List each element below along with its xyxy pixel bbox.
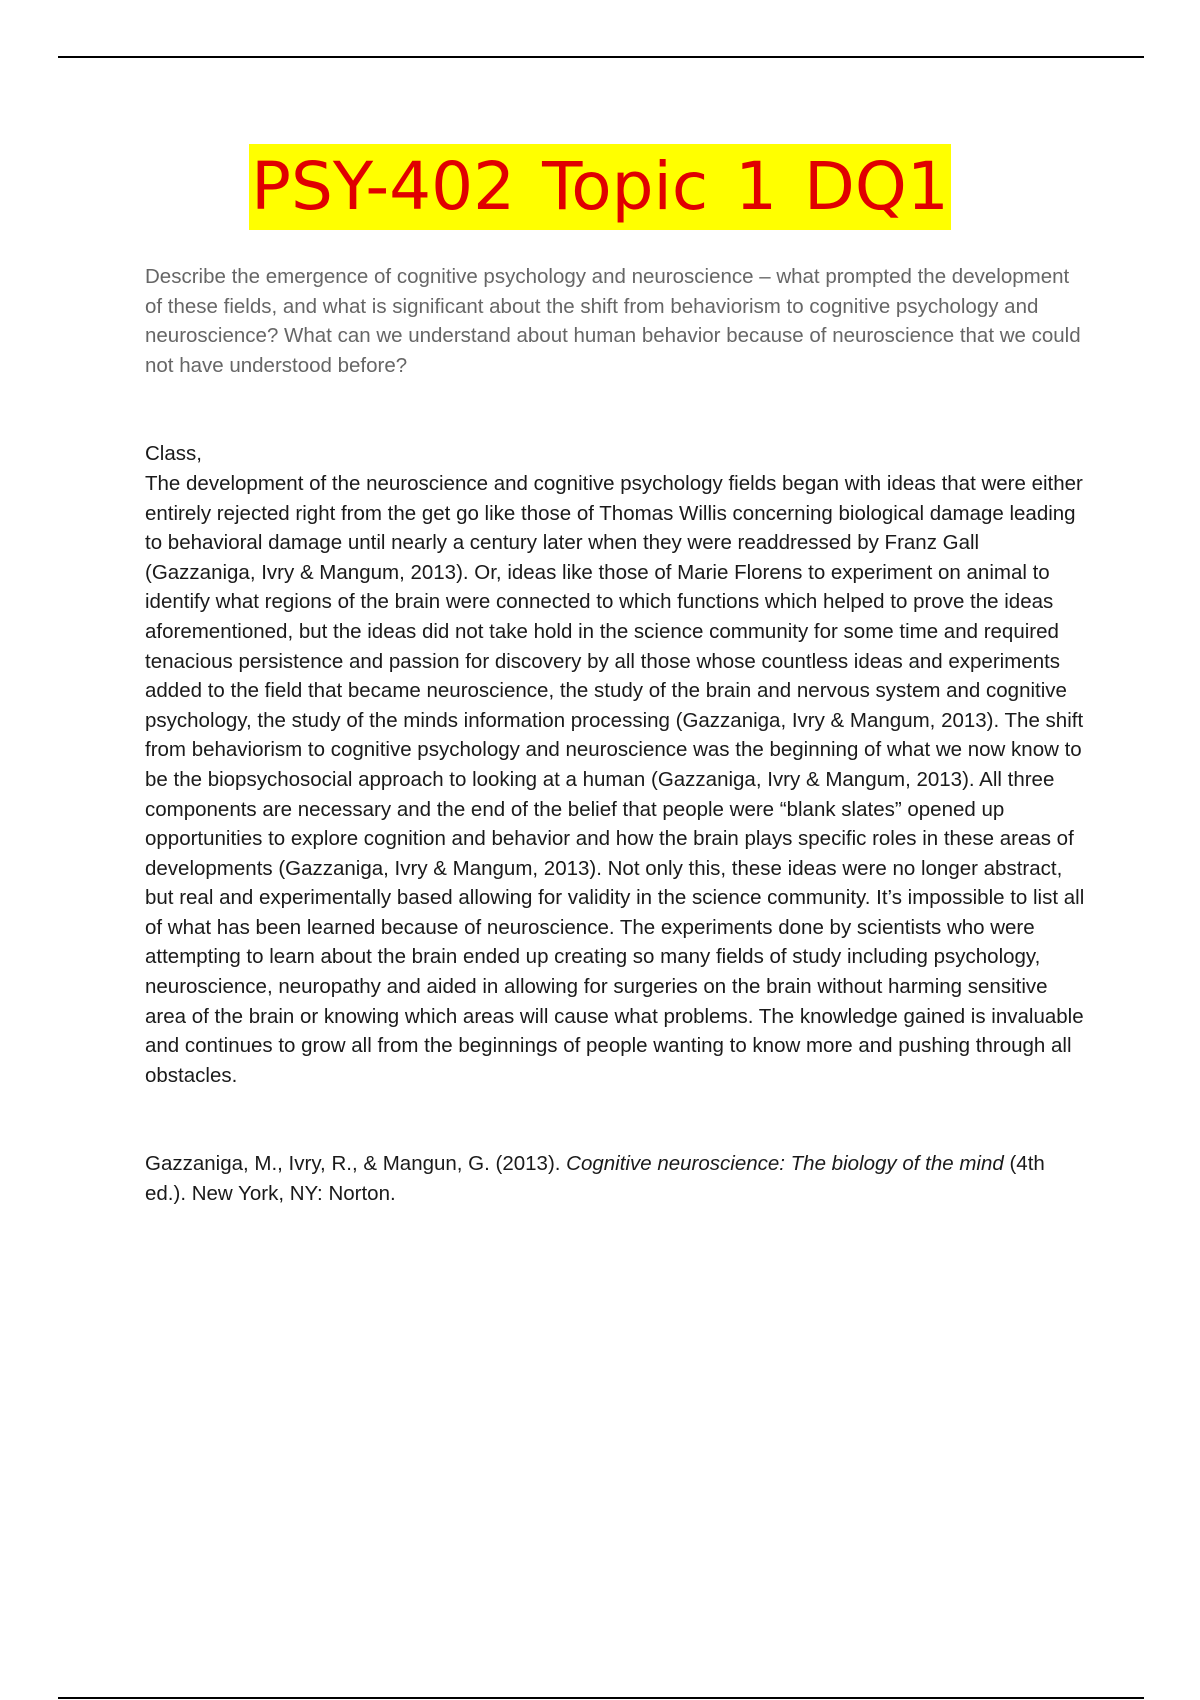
reference-publication: (4th ed.). New York, NY: Norton. [145, 1152, 1045, 1206]
reference-authors: Gazzaniga, M., Ivry, R., & Mangun, G. (2013). [145, 1152, 567, 1176]
response-paragraph: The development of the neuroscience and cognitive psychology fields began with ideas that were either entirely rejected right from the get go like those of Thomas Willis concerning biological damage leading to behavioral damage until nearly a century later when they were readdressed by Franz Gall (Gazzaniga, Ivry & Mangum, 2013). Or, ideas like those of Marie Florens to experiment on animal to identify what regions of the brain were connected to which functions which helped to prove the ideas aforementioned, but the ideas did not take hold in the science community for some time and required tenacious persistence and passion for discovery by all those whose countless ideas and experiments added to the field that became neuroscience, the study of the brain and nervous system and cognitive psychology, the study of the minds information processing (Gazzaniga, Ivry & Mangum, 2013). The shift from behaviorism to cognitive psychology and neuroscience was the beginning of what we now know to be the biopsychosocial approach to looking at a human (Gazzaniga, Ivry & Mangum, 2013). All three components are necessary and the end of the belief that people were “blank slates” opened up opportunities to explore cognition and behavior and how the brain plays specific roles in these areas of developments (Gazzaniga, Ivry & Mangum, 2013). Not only this, these ideas were no longer abstract, but real and experimentally based allowing for validity in the science community. It’s impossible to list all of what has been learned because of neuroscience. The experiments done by scientists who were attempting to learn about the brain ended up creating so many fields of study including psychology, neuroscience, neuropathy and aided in allowing for surgeries on the brain without harming sensitive area of the brain or knowing which areas will cause what problems. The knowledge gained is invaluable and continues to grow all from the beginnings of people wanting to know more and pushing through all obstacles. [145, 471, 1085, 1087]
document-body [145, 262, 1085, 1209]
reference-citation [145, 1149, 1085, 1208]
title-container [0, 144, 1200, 230]
greeting: Class, [145, 442, 202, 466]
page-footer-rule [58, 1697, 1144, 1699]
discussion-prompt: Describe the emergence of cognitive psychology and neuroscience – what prompted the development of these fields, and what is significant about the shift from behaviorism to cognitive psychology and neuroscience? What can we understand about human behavior because of neuroscience that we could not have understood before? [145, 265, 1081, 377]
reference-book-title: Cognitive neuroscience: The biology of the mind [566, 1152, 1004, 1176]
page-title: PSY-402 Topic 1 DQ1 [249, 144, 951, 230]
page-header-rule [58, 56, 1144, 58]
